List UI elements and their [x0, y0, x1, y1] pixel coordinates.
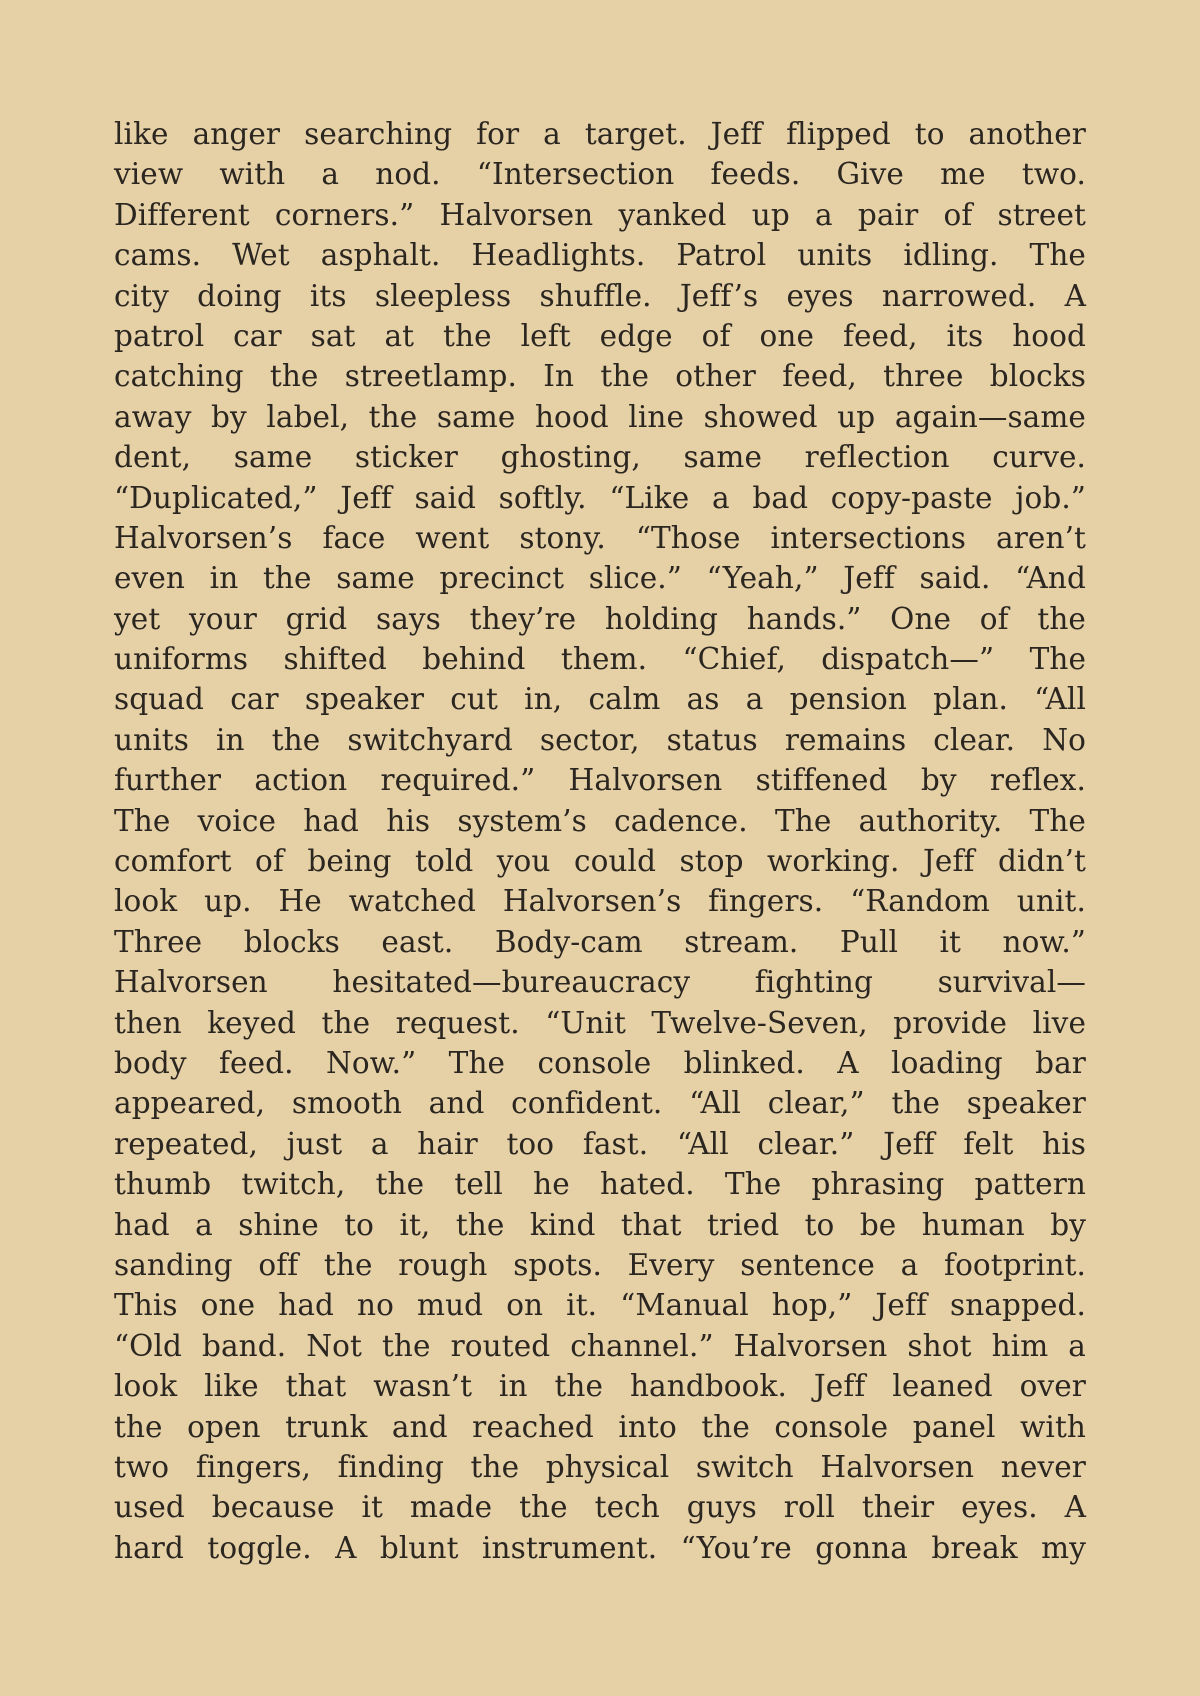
- text-line: hard toggle. A blunt instrument. “You’re gonna break my: [114, 1530, 1086, 1565]
- text-line: thumb twitch, the tell he hated. The phrasing pattern: [114, 1167, 1086, 1202]
- text-line: further action required.” Halvorsen stiffened by reflex.: [114, 763, 1086, 798]
- text-line: Halvorsen’s face went stony. “Those intersections aren’t: [114, 520, 1086, 555]
- text-line: cams. Wet asphalt. Headlights. Patrol units idling. The: [114, 238, 1086, 273]
- text-line: view with a nod. “Intersection feeds. Give me two.: [114, 157, 1086, 192]
- text-line: repeated, just a hair too fast. “All clear.” Jeff felt his: [114, 1126, 1086, 1161]
- text-line: Different corners.” Halvorsen yanked up a pair of street: [114, 197, 1086, 232]
- text-line: yet your grid says they’re holding hands.” One of the: [114, 601, 1086, 636]
- text-line: the open trunk and reached into the console panel with: [114, 1409, 1086, 1444]
- text-line: Halvorsen hesitated—bureaucracy fighting survival—: [114, 965, 1086, 1000]
- text-line: then keyed the request. “Unit Twelve-Seven, provide live: [114, 1005, 1086, 1040]
- text-line: comfort of being told you could stop working. Jeff didn’t: [114, 844, 1086, 879]
- text-line: This one had no mud on it. “Manual hop,” Jeff snapped.: [114, 1288, 1086, 1323]
- text-line: appeared, smooth and confident. “All clear,” the speaker: [114, 1086, 1086, 1121]
- text-line: like anger searching for a target. Jeff flipped to another: [114, 117, 1086, 151]
- text-line: The voice had his system’s cadence. The authority. The: [114, 803, 1086, 838]
- text-line: “Duplicated,” Jeff said softly. “Like a bad copy-paste job.”: [114, 480, 1086, 515]
- text-line: “Old band. Not the routed channel.” Halvorsen shot him a: [114, 1328, 1086, 1363]
- text-line: dent, same sticker ghosting, same reflection curve.: [114, 440, 1086, 475]
- text-line: look like that wasn’t in the handbook. Jeff leaned over: [114, 1369, 1086, 1404]
- text-line: body feed. Now.” The console blinked. A loading bar: [114, 1045, 1086, 1080]
- text-line: even in the same precinct slice.” “Yeah,” Jeff said. “And: [114, 561, 1086, 596]
- text-line: used because it made the tech guys roll their eyes. A: [114, 1490, 1086, 1525]
- text-line: sanding off the rough spots. Every sentence a footprint.: [114, 1247, 1086, 1282]
- text-line: two fingers, finding the physical switch Halvorsen never: [114, 1449, 1086, 1484]
- book-page-body: [114, 114, 1086, 1568]
- text-line: catching the streetlamp. In the other feed, three blocks: [114, 359, 1086, 394]
- text-line: units in the switchyard sector, status remains clear. No: [114, 722, 1086, 757]
- text-line: look up. He watched Halvorsen’s fingers. “Random unit.: [114, 884, 1086, 919]
- text-line: had a shine to it, the kind that tried to be human by: [114, 1207, 1086, 1242]
- text-line: away by label, the same hood line showed up again—same: [114, 399, 1086, 434]
- text-line: uniforms shifted behind them. “Chief, dispatch—” The: [114, 642, 1086, 677]
- text-line: city doing its sleepless shuffle. Jeff’s eyes narrowed. A: [114, 278, 1086, 313]
- text-line: squad car speaker cut in, calm as a pension plan. “All: [114, 682, 1086, 717]
- text-line: Three blocks east. Body-cam stream. Pull it now.”: [114, 924, 1086, 959]
- text-line: patrol car sat at the left edge of one feed, its hood: [114, 318, 1086, 353]
